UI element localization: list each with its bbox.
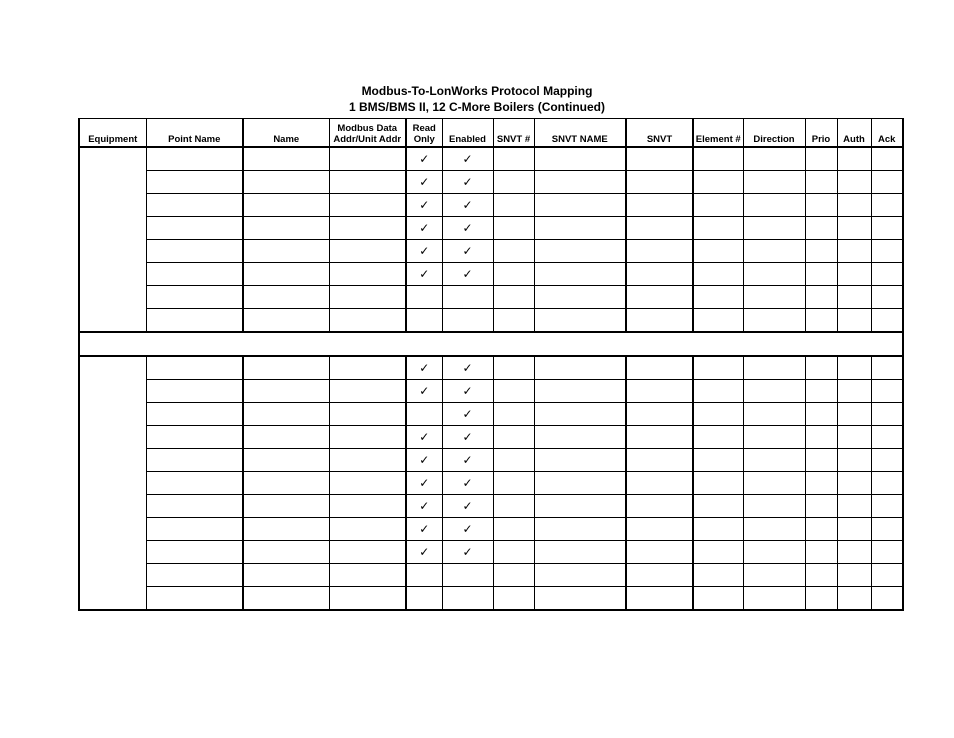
read-only-check-icon: ✓ (406, 240, 442, 263)
name-cell (243, 286, 329, 309)
name-cell (243, 194, 329, 217)
direction-cell (743, 147, 805, 171)
name-cell (243, 403, 329, 426)
element-num-cell (693, 217, 743, 240)
col-enabled: Enabled (442, 119, 493, 148)
element-num-cell (693, 495, 743, 518)
snvt-name-cell (534, 240, 626, 263)
table-row (79, 147, 903, 171)
equipment-cell (79, 356, 146, 610)
prio-cell (805, 217, 837, 240)
ack-cell (871, 217, 903, 240)
snvt-cell (626, 194, 693, 217)
element-num-cell (693, 263, 743, 286)
prio-cell (805, 356, 837, 380)
snvt-name-cell (534, 403, 626, 426)
prio-cell (805, 495, 837, 518)
read-only-check-icon: ✓ (406, 217, 442, 240)
snvt-cell (626, 356, 693, 380)
table-row (79, 194, 903, 217)
element-num-cell (693, 472, 743, 495)
snvt-num-cell (493, 356, 534, 380)
ack-cell (871, 309, 903, 333)
direction-cell (743, 472, 805, 495)
point-name-cell (146, 403, 243, 426)
ack-cell (871, 587, 903, 611)
enabled-check-icon: ✓ (442, 426, 493, 449)
snvt-name-cell (534, 356, 626, 380)
col-modbus-addr: Modbus Data Addr/Unit Addr (329, 119, 406, 148)
name-cell (243, 587, 329, 611)
element-num-cell (693, 587, 743, 611)
element-num-cell (693, 286, 743, 309)
table-row (79, 564, 903, 587)
point-name-cell (146, 147, 243, 171)
prio-cell (805, 472, 837, 495)
table-row (79, 449, 903, 472)
ack-cell (871, 286, 903, 309)
snvt-name-cell (534, 380, 626, 403)
snvt-name-cell (534, 194, 626, 217)
auth-cell (837, 403, 871, 426)
prio-cell (805, 240, 837, 263)
modbus-addr-cell (329, 564, 406, 587)
read-only-check-icon: ✓ (406, 518, 442, 541)
direction-cell (743, 263, 805, 286)
snvt-num-cell (493, 240, 534, 263)
enabled-check-icon: ✓ (442, 356, 493, 380)
snvt-num-cell (493, 426, 534, 449)
auth-cell (837, 147, 871, 171)
enabled-check-icon: ✓ (442, 217, 493, 240)
name-cell (243, 171, 329, 194)
element-num-cell (693, 426, 743, 449)
prio-cell (805, 309, 837, 333)
enabled-check-icon: ✓ (442, 518, 493, 541)
modbus-addr-cell (329, 403, 406, 426)
auth-cell (837, 356, 871, 380)
auth-cell (837, 449, 871, 472)
element-num-cell (693, 518, 743, 541)
snvt-cell (626, 564, 693, 587)
direction-cell (743, 240, 805, 263)
snvt-num-cell (493, 217, 534, 240)
name-cell (243, 263, 329, 286)
direction-cell (743, 380, 805, 403)
enabled-check-icon: ✓ (442, 449, 493, 472)
direction-cell (743, 426, 805, 449)
section-divider (79, 332, 903, 356)
table-body (79, 147, 903, 610)
section-divider-cell (79, 332, 903, 356)
snvt-num-cell (493, 380, 534, 403)
prio-cell (805, 286, 837, 309)
protocol-mapping-table (78, 118, 904, 611)
enabled-check-icon: ✓ (442, 240, 493, 263)
element-num-cell (693, 403, 743, 426)
point-name-cell (146, 449, 243, 472)
snvt-cell (626, 541, 693, 564)
ack-cell (871, 426, 903, 449)
point-name-cell (146, 217, 243, 240)
snvt-num-cell (493, 309, 534, 333)
read-only-check-icon: ✓ (406, 194, 442, 217)
modbus-addr-cell (329, 587, 406, 611)
enabled-check-icon: ✓ (442, 403, 493, 426)
modbus-addr-cell (329, 380, 406, 403)
direction-cell (743, 217, 805, 240)
read-only-cell (406, 564, 442, 587)
point-name-cell (146, 495, 243, 518)
ack-cell (871, 356, 903, 380)
element-num-cell (693, 171, 743, 194)
element-num-cell (693, 147, 743, 171)
element-num-cell (693, 380, 743, 403)
snvt-cell (626, 587, 693, 611)
prio-cell (805, 587, 837, 611)
name-cell (243, 541, 329, 564)
auth-cell (837, 495, 871, 518)
name-cell (243, 380, 329, 403)
enabled-cell (442, 286, 493, 309)
enabled-check-icon: ✓ (442, 380, 493, 403)
document-title: Modbus-To-LonWorks Protocol Mapping (361, 84, 593, 98)
snvt-num-cell (493, 587, 534, 611)
read-only-check-icon: ✓ (406, 426, 442, 449)
name-cell (243, 495, 329, 518)
table-row (79, 426, 903, 449)
read-only-cell (406, 286, 442, 309)
enabled-check-icon: ✓ (442, 263, 493, 286)
name-cell (243, 240, 329, 263)
enabled-check-icon: ✓ (442, 147, 493, 171)
point-name-cell (146, 564, 243, 587)
snvt-cell (626, 472, 693, 495)
snvt-name-cell (534, 472, 626, 495)
prio-cell (805, 380, 837, 403)
col-auth: Auth (837, 119, 871, 148)
name-cell (243, 309, 329, 333)
modbus-addr-cell (329, 309, 406, 333)
name-cell (243, 518, 329, 541)
snvt-name-cell (534, 286, 626, 309)
point-name-cell (146, 472, 243, 495)
ack-cell (871, 449, 903, 472)
col-equipment: Equipment (79, 119, 146, 148)
snvt-num-cell (493, 286, 534, 309)
prio-cell (805, 541, 837, 564)
table-row (79, 518, 903, 541)
snvt-num-cell (493, 564, 534, 587)
snvt-name-cell (534, 541, 626, 564)
snvt-cell (626, 263, 693, 286)
prio-cell (805, 426, 837, 449)
enabled-cell (442, 309, 493, 333)
read-only-check-icon: ✓ (406, 495, 442, 518)
prio-cell (805, 518, 837, 541)
snvt-name-cell (534, 587, 626, 611)
read-only-cell (406, 587, 442, 611)
point-name-cell (146, 426, 243, 449)
document-subtitle: 1 BMS/BMS II, 12 C-More Boilers (Continued) (348, 100, 606, 114)
modbus-addr-cell (329, 240, 406, 263)
col-name: Name (243, 119, 329, 148)
name-cell (243, 147, 329, 171)
snvt-num-cell (493, 472, 534, 495)
modbus-addr-cell (329, 171, 406, 194)
modbus-addr-cell (329, 472, 406, 495)
snvt-cell (626, 426, 693, 449)
prio-cell (805, 564, 837, 587)
col-read-only: Read Only (406, 119, 442, 148)
table-row (79, 587, 903, 611)
table-row (79, 541, 903, 564)
snvt-cell (626, 403, 693, 426)
enabled-check-icon: ✓ (442, 541, 493, 564)
enabled-check-icon: ✓ (442, 495, 493, 518)
enabled-cell (442, 587, 493, 611)
snvt-num-cell (493, 495, 534, 518)
auth-cell (837, 217, 871, 240)
snvt-num-cell (493, 263, 534, 286)
snvt-cell (626, 518, 693, 541)
modbus-addr-cell (329, 541, 406, 564)
table-row (79, 380, 903, 403)
ack-cell (871, 240, 903, 263)
enabled-check-icon: ✓ (442, 472, 493, 495)
auth-cell (837, 309, 871, 333)
direction-cell (743, 495, 805, 518)
snvt-cell (626, 171, 693, 194)
col-snvt-num: SNVT # (493, 119, 534, 148)
enabled-cell (442, 564, 493, 587)
direction-cell (743, 587, 805, 611)
ack-cell (871, 171, 903, 194)
enabled-check-icon: ✓ (442, 194, 493, 217)
point-name-cell (146, 171, 243, 194)
direction-cell (743, 356, 805, 380)
read-only-check-icon: ✓ (406, 171, 442, 194)
auth-cell (837, 472, 871, 495)
modbus-addr-cell (329, 449, 406, 472)
auth-cell (837, 171, 871, 194)
auth-cell (837, 426, 871, 449)
direction-cell (743, 171, 805, 194)
read-only-check-icon: ✓ (406, 356, 442, 380)
read-only-check-icon: ✓ (406, 147, 442, 171)
element-num-cell (693, 240, 743, 263)
auth-cell (837, 380, 871, 403)
snvt-cell (626, 449, 693, 472)
ack-cell (871, 541, 903, 564)
read-only-check-icon: ✓ (406, 380, 442, 403)
element-num-cell (693, 564, 743, 587)
snvt-num-cell (493, 541, 534, 564)
col-snvt-name: SNVT NAME (534, 119, 626, 148)
direction-cell (743, 541, 805, 564)
table-row (79, 356, 903, 380)
prio-cell (805, 171, 837, 194)
name-cell (243, 564, 329, 587)
direction-cell (743, 286, 805, 309)
auth-cell (837, 518, 871, 541)
ack-cell (871, 263, 903, 286)
point-name-cell (146, 587, 243, 611)
read-only-check-icon: ✓ (406, 541, 442, 564)
prio-cell (805, 194, 837, 217)
snvt-name-cell (534, 263, 626, 286)
modbus-addr-cell (329, 356, 406, 380)
element-num-cell (693, 449, 743, 472)
enabled-check-icon: ✓ (442, 171, 493, 194)
point-name-cell (146, 518, 243, 541)
name-cell (243, 472, 329, 495)
auth-cell (837, 564, 871, 587)
snvt-name-cell (534, 217, 626, 240)
ack-cell (871, 495, 903, 518)
direction-cell (743, 564, 805, 587)
snvt-name-cell (534, 309, 626, 333)
name-cell (243, 449, 329, 472)
snvt-cell (626, 309, 693, 333)
ack-cell (871, 380, 903, 403)
table-row (79, 263, 903, 286)
modbus-addr-cell (329, 286, 406, 309)
snvt-num-cell (493, 194, 534, 217)
snvt-name-cell (534, 518, 626, 541)
snvt-cell (626, 147, 693, 171)
ack-cell (871, 403, 903, 426)
direction-cell (743, 309, 805, 333)
col-element-num: Element # (693, 119, 743, 148)
auth-cell (837, 240, 871, 263)
table-row (79, 286, 903, 309)
auth-cell (837, 587, 871, 611)
snvt-cell (626, 217, 693, 240)
snvt-num-cell (493, 518, 534, 541)
snvt-name-cell (534, 171, 626, 194)
prio-cell (805, 449, 837, 472)
element-num-cell (693, 194, 743, 217)
table-row (79, 217, 903, 240)
prio-cell (805, 147, 837, 171)
modbus-addr-cell (329, 495, 406, 518)
auth-cell (837, 194, 871, 217)
modbus-addr-cell (329, 263, 406, 286)
snvt-cell (626, 240, 693, 263)
snvt-name-cell (534, 426, 626, 449)
ack-cell (871, 564, 903, 587)
point-name-cell (146, 309, 243, 333)
direction-cell (743, 518, 805, 541)
snvt-num-cell (493, 171, 534, 194)
point-name-cell (146, 356, 243, 380)
table-row (79, 240, 903, 263)
table-row (79, 495, 903, 518)
point-name-cell (146, 263, 243, 286)
equipment-cell (79, 147, 146, 332)
auth-cell (837, 263, 871, 286)
col-point-name: Point Name (146, 119, 243, 148)
col-prio: Prio (805, 119, 837, 148)
point-name-cell (146, 194, 243, 217)
modbus-addr-cell (329, 518, 406, 541)
read-only-check-icon: ✓ (406, 263, 442, 286)
col-snvt: SNVT (626, 119, 693, 148)
name-cell (243, 356, 329, 380)
snvt-name-cell (534, 147, 626, 171)
name-cell (243, 426, 329, 449)
read-only-cell (406, 403, 442, 426)
table-row (79, 472, 903, 495)
element-num-cell (693, 541, 743, 564)
direction-cell (743, 403, 805, 426)
snvt-num-cell (493, 147, 534, 171)
prio-cell (805, 403, 837, 426)
modbus-addr-cell (329, 217, 406, 240)
snvt-num-cell (493, 403, 534, 426)
modbus-addr-cell (329, 194, 406, 217)
read-only-check-icon: ✓ (406, 472, 442, 495)
table-row (79, 171, 903, 194)
snvt-cell (626, 286, 693, 309)
snvt-name-cell (534, 495, 626, 518)
point-name-cell (146, 240, 243, 263)
point-name-cell (146, 286, 243, 309)
ack-cell (871, 472, 903, 495)
modbus-addr-cell (329, 147, 406, 171)
modbus-addr-cell (329, 426, 406, 449)
direction-cell (743, 194, 805, 217)
ack-cell (871, 147, 903, 171)
table-row (79, 309, 903, 333)
snvt-cell (626, 495, 693, 518)
auth-cell (837, 286, 871, 309)
direction-cell (743, 449, 805, 472)
col-direction: Direction (743, 119, 805, 148)
header-row (79, 119, 903, 148)
point-name-cell (146, 541, 243, 564)
table-row (79, 403, 903, 426)
point-name-cell (146, 380, 243, 403)
read-only-cell (406, 309, 442, 333)
ack-cell (871, 194, 903, 217)
snvt-num-cell (493, 449, 534, 472)
element-num-cell (693, 356, 743, 380)
snvt-cell (626, 380, 693, 403)
ack-cell (871, 518, 903, 541)
prio-cell (805, 263, 837, 286)
name-cell (243, 217, 329, 240)
snvt-name-cell (534, 564, 626, 587)
snvt-name-cell (534, 449, 626, 472)
col-ack: Ack (871, 119, 903, 148)
read-only-check-icon: ✓ (406, 449, 442, 472)
auth-cell (837, 541, 871, 564)
element-num-cell (693, 309, 743, 333)
